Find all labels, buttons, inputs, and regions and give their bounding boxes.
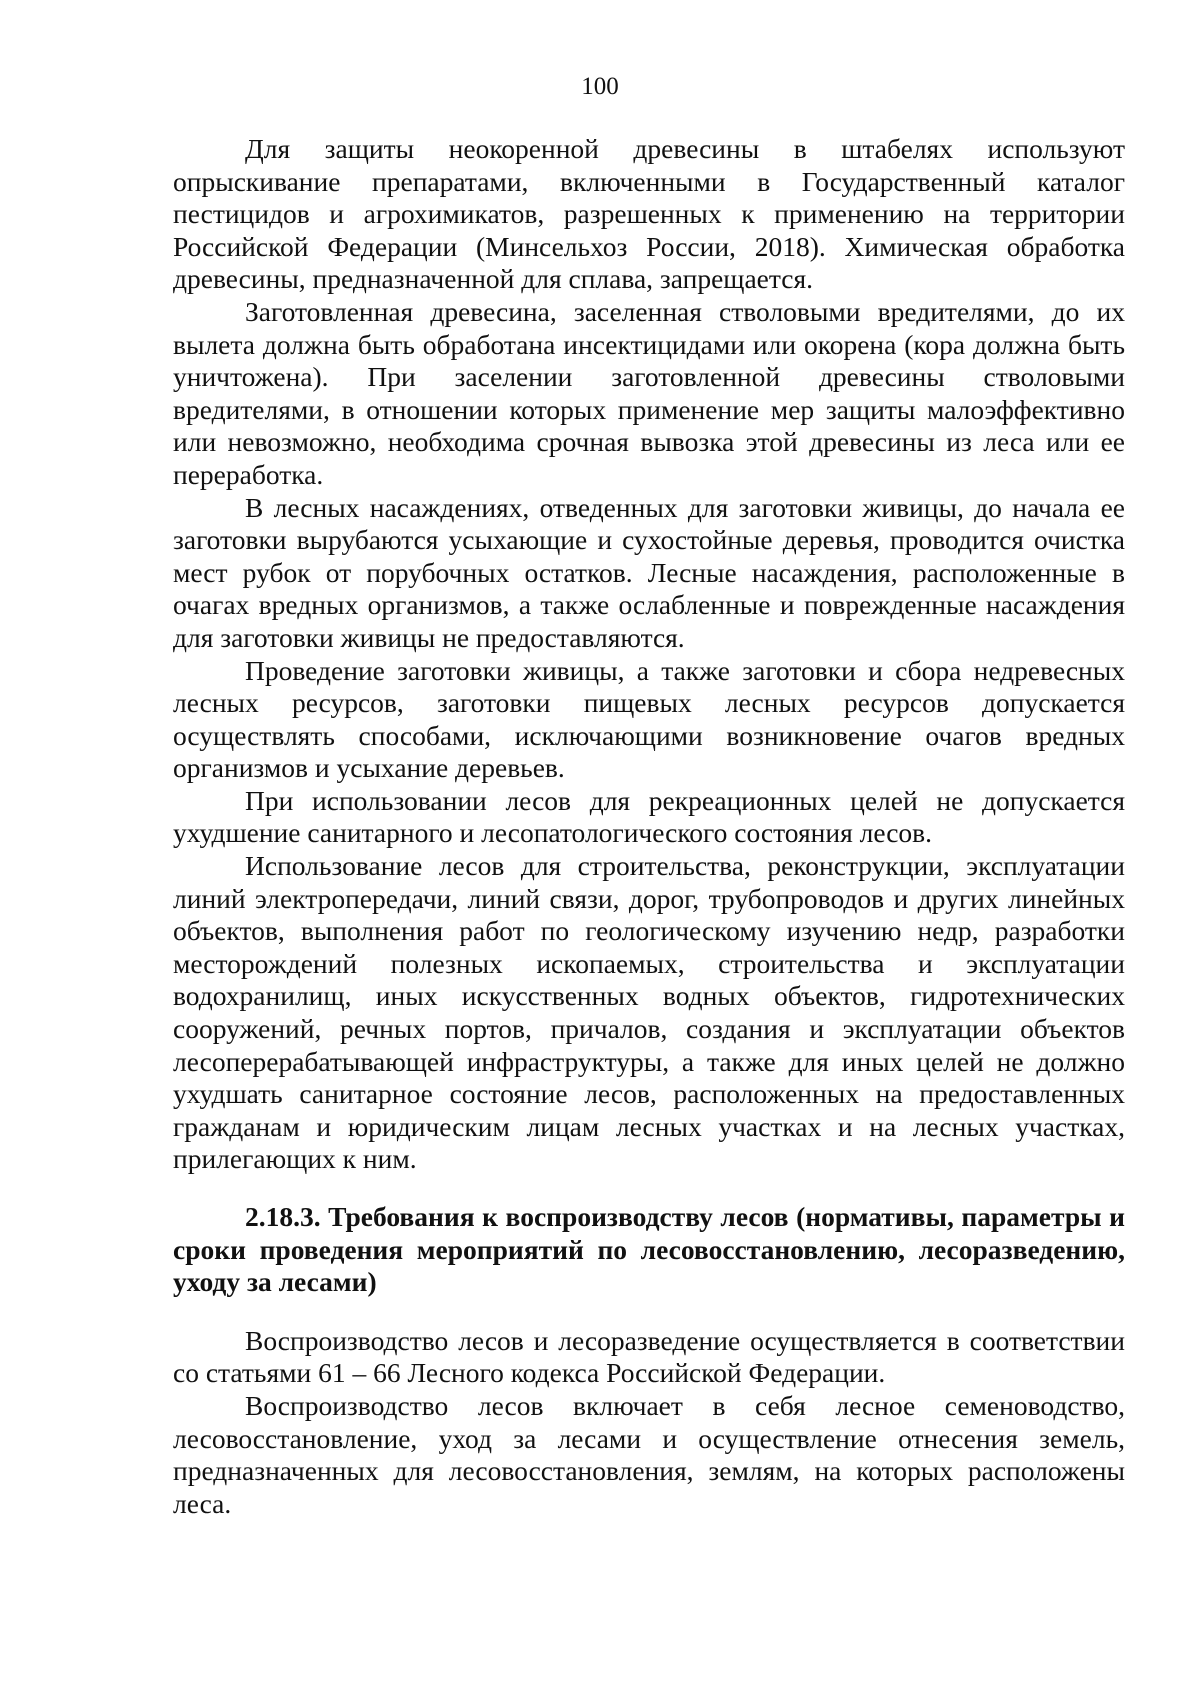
section-heading: 2.18.3. Требования к воспроизводству лесов (нормативы, параметры и сроки проведения мероприятий по лесовосстановлению, лесоразведению, уходу за лесами) — [173, 1201, 1125, 1298]
paragraph-wood-protection: Для защиты неокоренной древесины в штабелях используют опрыскивание препаратами, включенными в Государственный каталог пестицидов и агрохимикатов, разрешенных к применению на территории Российской Федерации (Минсельхоз России, 2018). Химическая обработка древесины, предназначенной для сплава, запрещается. — [173, 133, 1125, 295]
page-number: 100 — [581, 73, 619, 100]
page-body — [173, 133, 1125, 1520]
paragraph-resin-harvesting: В лесных насаждениях, отведенных для заготовки живицы, до начала ее заготовки вырубаются усыхающие и сухостойные деревья, проводится очистка мест рубок от порубочных остатков. Лесные насаждения, расположенные в очагах вредных организмов, а также ослабленные и поврежденные насаждения для заготовки живицы не предоставляются. — [173, 491, 1125, 653]
paragraph-non-timber-resources: Проведение заготовки живицы, а также заготовки и сбора недревесных лесных ресурсов, заготовки пищевых лесных ресурсов допускается осуществлять способами, исключающими возникновение очагов вредных организмов и усыхание деревьев. — [173, 654, 1125, 784]
paragraph-infested-wood: Заготовленная древесина, заселенная стволовыми вредителями, до их вылета должна быть обработана инсектицидами или окорена (кора должна быть уничтожена). При заселении заготовленной древесины стволовыми вредителями, в отношении которых применение мер защиты малоэффективно или невозможно, необходима срочная вывозка этой древесины из леса или ее переработка. — [173, 295, 1125, 490]
paragraph-reproduction-legal-basis: Воспроизводство лесов и лесоразведение осуществляется в соответствии со статьями 61 – 66 Лесного кодекса Российской Федерации. — [173, 1324, 1125, 1389]
paragraph-reproduction-scope: Воспроизводство лесов включает в себя лесное семеноводство, лесовосстановление, уход за лесами и осуществление отнесения земель, предназначенных для лесовосстановления, землям, на которых расположены леса. — [173, 1389, 1125, 1519]
paragraph-construction-use: Использование лесов для строительства, реконструкции, эксплуатации линий электропередачи, линий связи, дорог, трубопроводов и других линейных объектов, выполнения работ по геологическому изучению недр, разработки месторождений полезных ископаемых, строительства и эксплуатации водохранилищ, иных искусственных водных объектов, гидротехнических сооружений, речных портов, причалов, создания и эксплуатации объектов лесоперерабатывающей инфраструктуры, а также для иных целей не должно ухудшать санитарное состояние лесов, расположенных на предоставленных гражданам и юридическим лицам лесных участках и на лесных участках, прилегающих к ним. — [173, 850, 1125, 1175]
paragraph-recreation: При использовании лесов для рекреационных целей не допускается ухудшение санитарного и лесопатологического состояния лесов. — [173, 784, 1125, 849]
